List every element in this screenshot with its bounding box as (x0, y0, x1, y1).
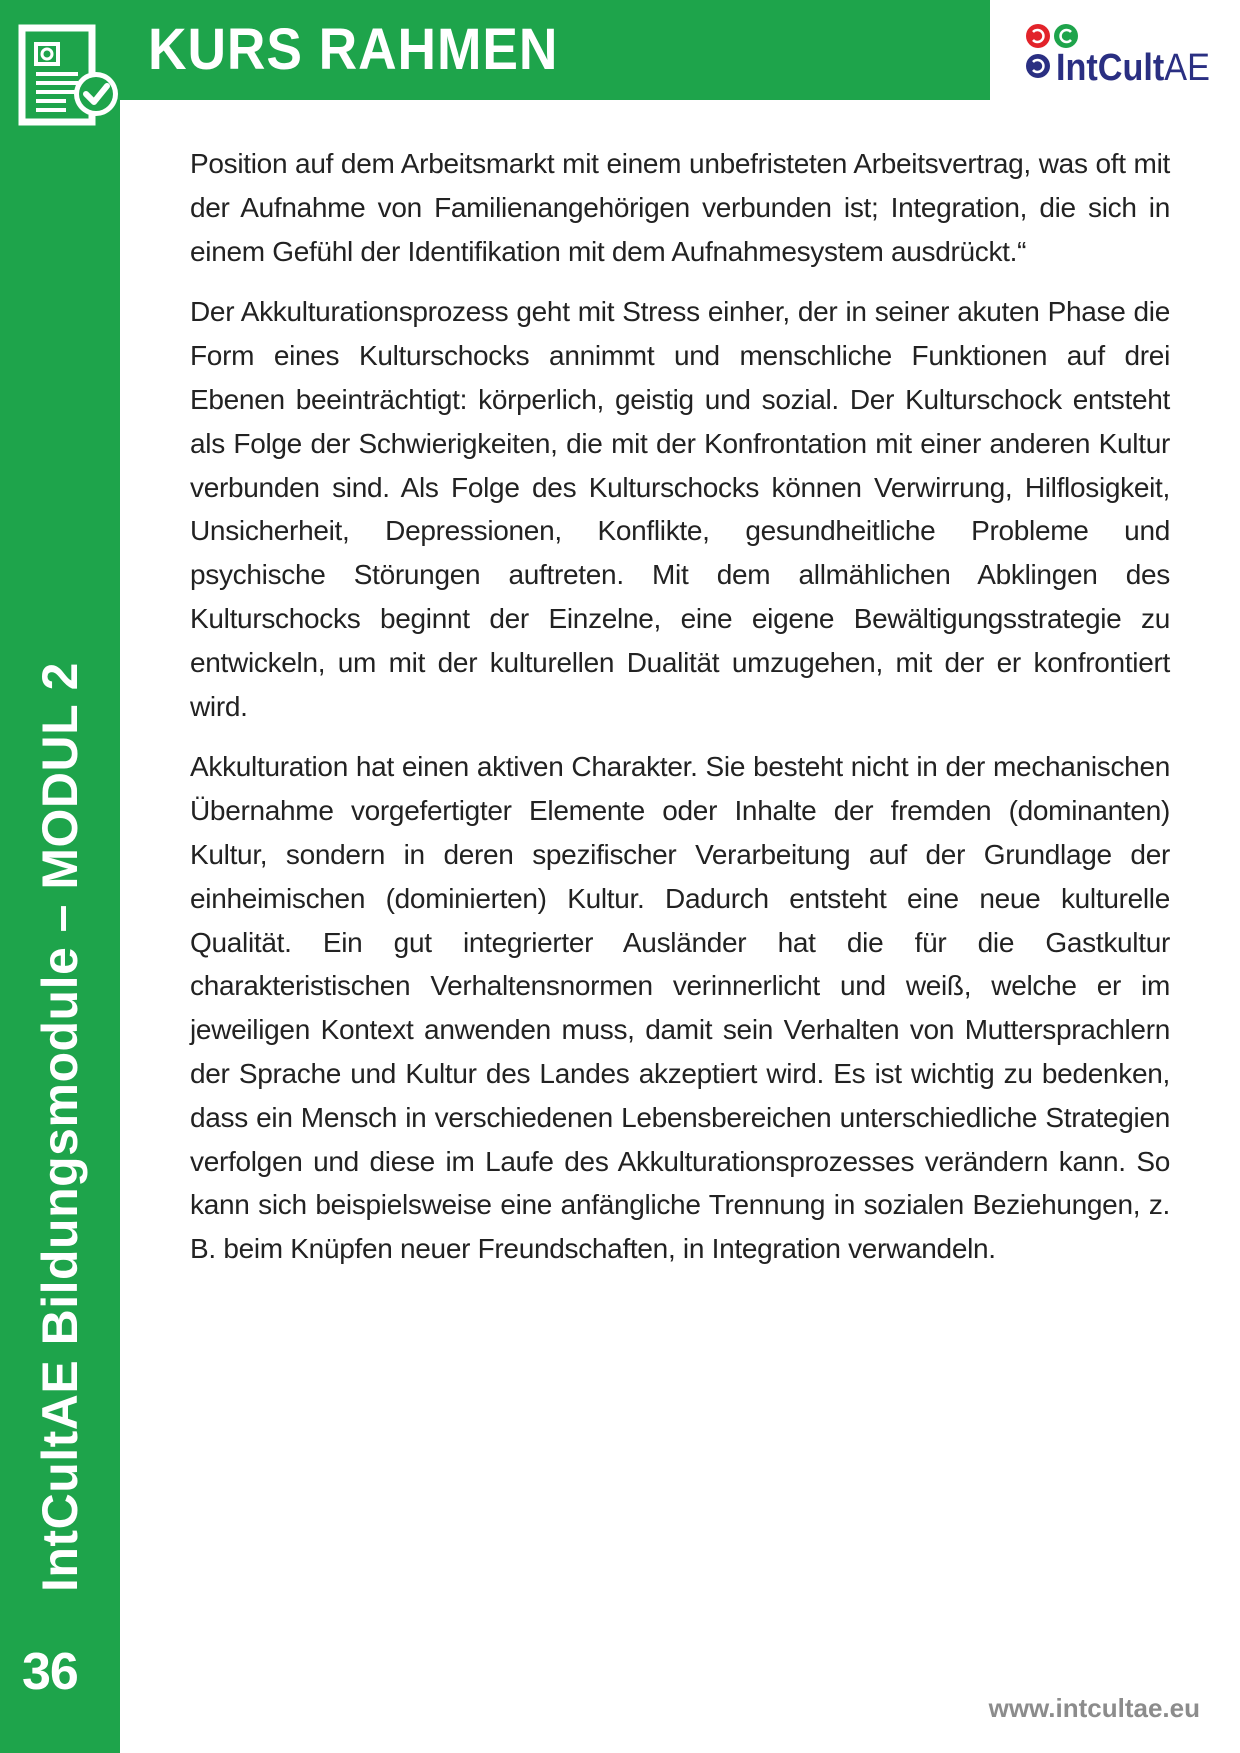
page-number: 36 (22, 1643, 78, 1701)
sidebar-vertical-title: IntCultAE Bildungsmodule – MODUL 2 (32, 662, 88, 1592)
paragraph: Akkulturation hat einen aktiven Charakter. Sie besteht nicht in der mechanischen Übernahme vorgefertigter Elemente oder Inhalte der fremden (dominanten) Kultur, sondern in deren spezifischer Verarbeitung auf der Grundlage der einheimischen (dominierten) Kultur. Dadurch entsteht eine neue kulturelle Qualität. Ein gut integrierter Ausländer hat die für die Gastkultur charakteristischen Verhaltensnormen verinnerlicht und weiß, welche er im jeweiligen Kontext anwenden muss, damit sein Verhalten von Muttersprachlern der Sprache und Kultur des Landes akzeptiert wird. Es ist wichtig zu bedenken, dass ein Mensch in verschiedenen Lebensbereichen unterschiedliche Strategien verfolgen und diese im Laufe des Akkulturationsprozesses verändern kann. So kann sich beispielsweise eine anfängliche Trennung in sozialen Beziehungen, z. B. beim Knüpfen neuer Freundschaften, in Integration verwandeln. (190, 751, 1170, 1265)
page-title: KURS RAHMEN (148, 17, 559, 82)
footer-url: www.intcultae.eu (988, 1693, 1200, 1723)
logo-wordmark: IntCultAE (1056, 47, 1210, 89)
main-content (190, 142, 1170, 1288)
document-checkmark-icon (16, 22, 124, 134)
paragraph: Der Akkulturationsprozess geht mit Stress einher, der in seiner akuten Phase die Form eines Kulturschocks annimmt und menschliche Funktionen auf drei Ebenen beeinträchtigt: körperlich, geistig und sozial. Der Kulturschock entsteht als Folge der Schwierigkeiten, die mit der Konfrontation mit einer anderen Kultur verbunden sind. Als Folge des Kulturschocks können Verwirrung, Hilflosigkeit, Unsicherheit, Depressionen, Konflikte, gesundheitliche Probleme und psychische Störungen auftreten. Mit dem allmählichen Abklingen des Kulturschocks beginnt der Einzelne, eine eigene Bewältigungsstrategie zu entwickeln, um mit der kulturellen Dualität umzugehen, mit der er konfrontiert wird. (190, 296, 1170, 722)
intcultae-logo (1022, 16, 1222, 88)
paragraph: Position auf dem Arbeitsmarkt mit einem unbefristeten Arbeitsvertrag, was oft mit der Aufnahme von Familienangehörigen verbunden ist; Integration, die sich in einem Gefühl der Identifikation mit dem Aufnahmesystem ausdrückt.“ (190, 148, 1170, 267)
